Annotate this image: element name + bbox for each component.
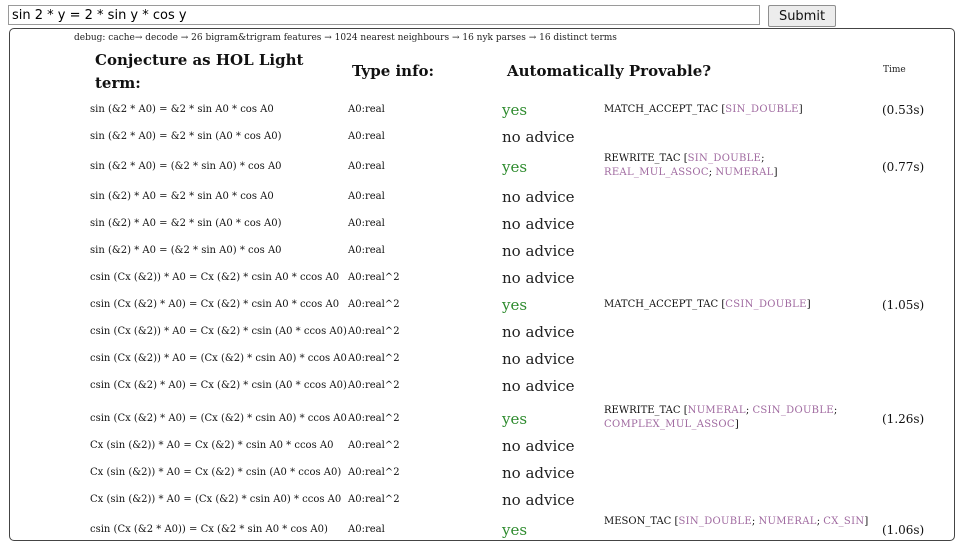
result-row xyxy=(10,432,954,459)
provable-status: yes xyxy=(502,409,528,428)
provable-status: no advice xyxy=(502,463,575,482)
conjecture-term: sin (&2) * A0 = &2 * sin (A0 * cos A0) xyxy=(90,218,282,229)
provable-status: no advice xyxy=(502,490,575,509)
type-info: A0:real^2 xyxy=(348,440,400,451)
theorem-link[interactable]: NUMERAL xyxy=(715,167,774,178)
theorem-link[interactable]: NUMERAL xyxy=(758,516,817,527)
conjecture-search-input[interactable] xyxy=(8,5,760,25)
proof-tactic: MESON_TAC [SIN_DOUBLE; NUMERAL; CX_SIN] xyxy=(604,516,869,527)
provable-status: no advice xyxy=(502,241,575,260)
theorem-link[interactable]: CX_SIN xyxy=(823,516,865,527)
theorem-link[interactable]: REAL_MUL_ASSOC xyxy=(604,167,709,178)
conjecture-term: sin (&2) * A0 = &2 * sin A0 * cos A0 xyxy=(90,191,274,202)
conjecture-term: csin (Cx (&2) * A0) = Cx (&2) * csin A0 * ccos A0 xyxy=(90,299,340,310)
tactic-name: MATCH_ACCEPT_TAC xyxy=(604,299,719,310)
provable-status: yes xyxy=(502,520,528,539)
theorem-link[interactable]: SIN_DOUBLE xyxy=(725,104,799,115)
type-info: A0:real^2 xyxy=(348,380,400,391)
provable-status: yes xyxy=(502,100,528,119)
tactic-name: REWRITE_TAC xyxy=(604,153,681,164)
type-info: A0:real xyxy=(348,245,385,256)
provable-status: no advice xyxy=(502,436,575,455)
proof-tactic: MATCH_ACCEPT_TAC [SIN_DOUBLE] xyxy=(604,104,803,115)
result-row xyxy=(10,183,954,210)
theorem-link[interactable]: CSIN_DOUBLE xyxy=(725,299,807,310)
results-panel xyxy=(9,28,955,541)
provable-status: no advice xyxy=(502,187,575,206)
theorem-link[interactable]: SIN_DOUBLE xyxy=(678,516,752,527)
conjecture-column-header: Conjecture as HOL Light term: xyxy=(95,51,304,92)
type-info: A0:real xyxy=(348,191,385,202)
provable-status: yes xyxy=(502,157,528,176)
conjecture-term: Cx (sin (&2)) * A0 = Cx (&2) * csin A0 * ccos A0 xyxy=(90,440,334,451)
conjecture-term: sin (&2 * A0) = (&2 * sin A0) * cos A0 xyxy=(90,161,282,172)
theorem-link[interactable]: COMPLEX_MUL_ASSOC xyxy=(604,419,735,430)
result-row xyxy=(10,318,954,345)
result-row xyxy=(10,264,954,291)
conjecture-term: sin (&2 * A0) = &2 * sin (A0 * cos A0) xyxy=(90,131,282,142)
result-row xyxy=(10,291,954,318)
result-row xyxy=(10,486,954,513)
conjecture-term: Cx (sin (&2)) * A0 = (Cx (&2) * csin A0) * ccos A0 xyxy=(90,494,342,505)
provable-status: no advice xyxy=(502,322,575,341)
result-row xyxy=(10,123,954,150)
type-info: A0:real xyxy=(348,218,385,229)
result-row xyxy=(10,96,954,123)
provable-status: no advice xyxy=(502,349,575,368)
proof-tactic: REWRITE_TAC [SIN_DOUBLE; REAL_MUL_ASSOC; NUMERAL] xyxy=(604,153,778,178)
conjecture-term: csin (Cx (&2) * A0) = Cx (&2) * csin (A0 * ccos A0) xyxy=(90,380,347,391)
result-row xyxy=(10,513,954,541)
provable-status: no advice xyxy=(502,214,575,233)
proof-time: (0.77s) xyxy=(882,159,925,174)
type-info: A0:real^2 xyxy=(348,326,400,337)
conjecture-term: csin (Cx (&2)) * A0 = (Cx (&2) * csin A0) * ccos A0 xyxy=(90,353,347,364)
type-info: A0:real^2 xyxy=(348,353,400,364)
type-info: A0:real xyxy=(348,524,385,535)
conjecture-term: csin (Cx (&2)) * A0 = Cx (&2) * csin (A0 * ccos A0) xyxy=(90,326,347,337)
tactic-name: MESON_TAC xyxy=(604,516,672,527)
proof-tactic: MATCH_ACCEPT_TAC [CSIN_DOUBLE] xyxy=(604,299,811,310)
proof-time: (0.53s) xyxy=(882,102,925,117)
result-row xyxy=(10,372,954,399)
proof-time: (1.26s) xyxy=(882,411,925,426)
conjecture-term: sin (&2) * A0 = (&2 * sin A0) * cos A0 xyxy=(90,245,282,256)
proof-time: (1.05s) xyxy=(882,297,925,312)
provable-status: yes xyxy=(502,295,528,314)
result-row xyxy=(10,210,954,237)
conjecture-term: sin (&2 * A0) = &2 * sin A0 * cos A0 xyxy=(90,104,274,115)
theorem-link[interactable]: SIN_DOUBLE xyxy=(687,153,762,164)
type-info: A0:real^2 xyxy=(348,494,400,505)
type-column-header: Type info: xyxy=(352,62,435,80)
provable-status: no advice xyxy=(502,127,575,146)
tactic-name: REWRITE_TAC xyxy=(604,405,681,416)
result-row xyxy=(10,237,954,264)
theorem-link[interactable]: NUMERAL xyxy=(687,405,746,416)
debug-pipeline-text: debug: cache→ decode → 26 bigram&trigram features → 1024 nearest neighbours → 16 nyk parses → 16 distinct terms xyxy=(74,33,617,43)
result-row xyxy=(10,345,954,372)
conjecture-term: Cx (sin (&2)) * A0 = Cx (&2) * csin (A0 * ccos A0) xyxy=(90,467,342,478)
provable-status: no advice xyxy=(502,268,575,287)
proof-tactic: REWRITE_TAC [NUMERAL; CSIN_DOUBLE; COMPLEX_MUL_ASSOC] xyxy=(604,405,838,430)
tactic-name: MATCH_ACCEPT_TAC xyxy=(604,104,719,115)
type-info: A0:real^2 xyxy=(348,413,400,424)
proof-time: (1.06s) xyxy=(882,522,925,537)
conjecture-term: csin (Cx (&2)) * A0 = Cx (&2) * csin A0 * ccos A0 xyxy=(90,272,340,283)
type-info: A0:real^2 xyxy=(348,467,400,478)
provable-column-header: Automatically Provable? xyxy=(507,62,712,80)
result-row xyxy=(10,402,954,435)
result-row xyxy=(10,459,954,486)
type-info: A0:real xyxy=(348,131,385,142)
time-column-header: Time xyxy=(883,65,906,75)
type-info: A0:real xyxy=(348,161,385,172)
submit-button[interactable]: Submit xyxy=(768,5,836,27)
conjecture-term: csin (Cx (&2) * A0) = (Cx (&2) * csin A0) * ccos A0 xyxy=(90,413,347,424)
type-info: A0:real^2 xyxy=(348,299,400,310)
theorem-link[interactable]: CSIN_DOUBLE xyxy=(752,405,834,416)
type-info: A0:real^2 xyxy=(348,272,400,283)
provable-status: no advice xyxy=(502,376,575,395)
type-info: A0:real xyxy=(348,104,385,115)
result-row xyxy=(10,150,954,183)
conjecture-term: csin (Cx (&2 * A0)) = Cx (&2 * sin A0 * cos A0) xyxy=(90,524,328,535)
